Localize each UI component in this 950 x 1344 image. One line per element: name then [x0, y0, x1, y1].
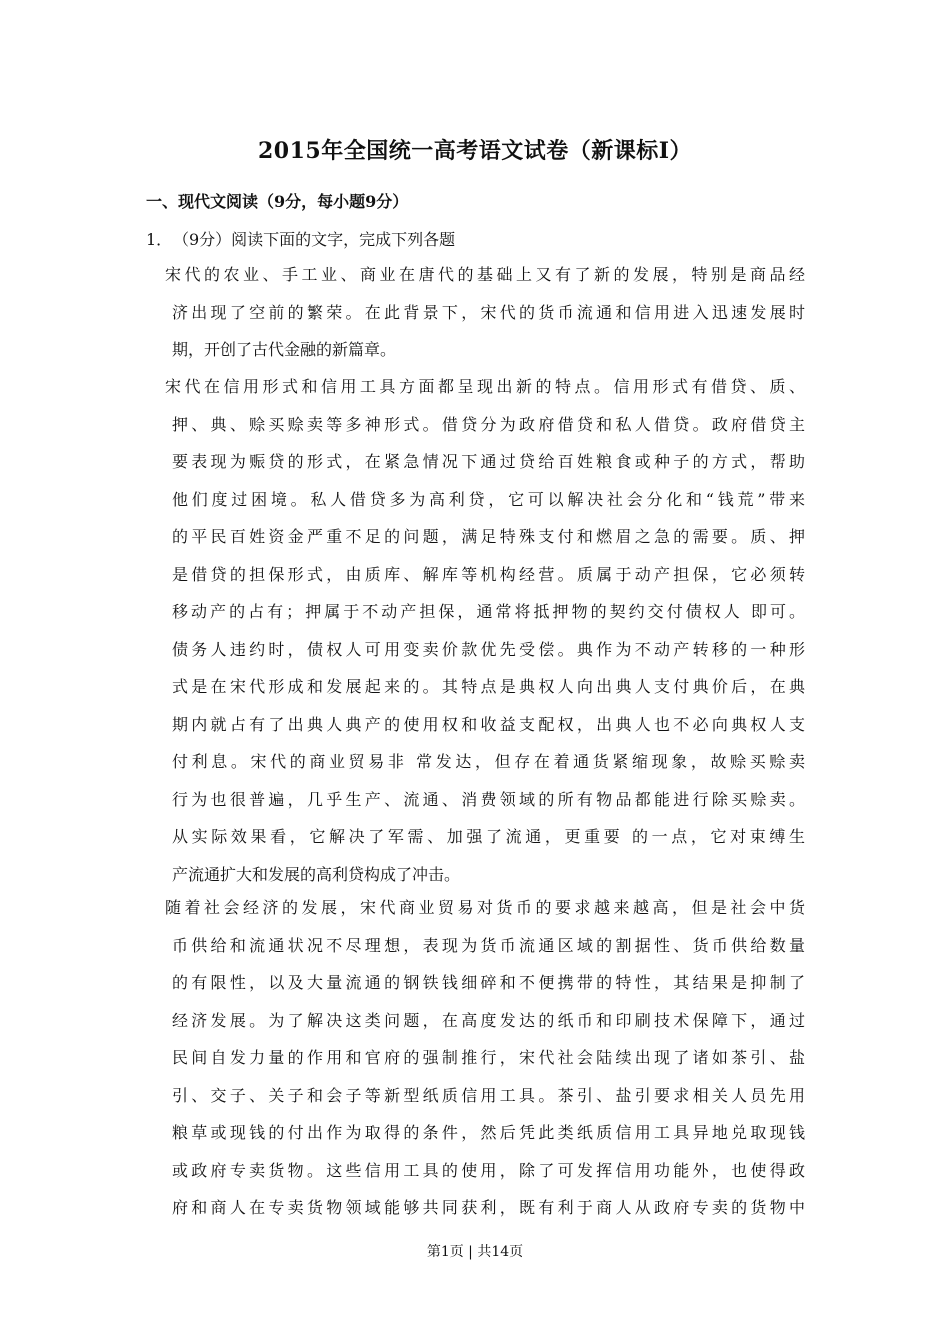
question-prompt: （9分）阅读下面的文字，完成下列各题	[173, 230, 456, 249]
page-footer: 第1页 | 共14页	[426, 1244, 524, 1260]
text-line: 式是在宋代形成和发展起来的。其特点是典权人向出典人支付典价后，在典	[172, 677, 805, 696]
text-line: 的有限性，以及大量流通的钢铁钱细碎和不便携带的特性，其结果是抑制了	[172, 973, 805, 992]
text-line: 宋代的农业、手工业、商业在唐代的基础上又有了新的发展，特别是商品经	[165, 265, 805, 284]
text-line: 期内就占有了出典人典产的使用权和收益支配权，出典人也不必向典权人支	[172, 714, 805, 734]
text-line: 经济发展。为了解决这类问题，在高度发达的纸币和印刷技术保障下，通过	[172, 1010, 805, 1030]
text-line: 他们度过困境。私人借贷多为高利贷，它可以解决社会分化和“钱荒”带来	[172, 489, 805, 509]
text-line: 债务人违约时，债权人可用变卖价款优先受偿。典作为不动产转移的一种形	[172, 639, 805, 659]
text-line: 济出现了空前的繁荣。在此背景下，宋代的货币流通和信用进入迅速发展时	[172, 302, 805, 322]
text-line: 行为也很普遍，几乎生产、流通、消费领域的所有物品都能进行除买赊卖。	[172, 789, 805, 809]
text-line: 粮草或现钱的付出作为取得的条件，然后凭此类纸质信用工具异地兑取现钱	[172, 1123, 805, 1142]
question-header	[146, 226, 455, 254]
question-number: 1．	[146, 230, 173, 249]
text-line: 付利息。宋代的商业贸易非 常发达，但存在着通货紧缩现象，故赊买赊卖	[172, 752, 805, 771]
text-line: 引、交子、关子和会子等新型纸质信用工具。茶引、盐引要求相关人员先用	[172, 1085, 805, 1105]
text-line: 币供给和流通状况不尽理想，表现为货币流通区域的割据性、货币供给数量	[172, 935, 805, 955]
passage-paragraph-1	[165, 256, 805, 369]
text-line: 随着社会经济的发展，宋代商业贸易对货币的要求越来越高，但是社会中货	[165, 898, 805, 917]
text-line: 府和商人在专卖货物领域能够共同获利，既有利于商人从政府专卖的货物中	[172, 1198, 805, 1217]
text-line: 是借贷的担保形式，由质库、解库等机构经营。质属于动产担保，它必须转	[172, 564, 805, 584]
text-line: 要表现为赈贷的形式，在紧急情况下通过贷给百姓粮食或种子的方式，帮助	[172, 452, 805, 471]
text-line: 产流通扩大和发展的高利贷构成了冲击。	[172, 864, 461, 884]
text-line: 期，开创了古代金融的新篇章。	[172, 340, 397, 359]
text-line: 押、典、赊买赊卖等多神形式。借贷分为政府借贷和私人借贷。政府借贷主	[172, 414, 805, 434]
text-line: 的平民百姓资金严重不足的问题，满足特殊支付和燃眉之急的需要。质、押	[172, 527, 805, 546]
section-heading: 一、现代文阅读（9分，每小题9分）	[146, 192, 409, 211]
passage-paragraph-3	[165, 889, 805, 1227]
exam-title: 2015年全国统一高考语文试卷（新课标Ⅰ）	[257, 138, 693, 164]
text-line: 宋代在信用形式和信用工具方面都呈现出新的特点。信用形式有借贷、质、	[165, 377, 805, 396]
text-line: 从实际效果看，它解决了军需、加强了流通，更重要 的一点，它对束缚生	[172, 827, 805, 846]
text-line: 移动产的占有；押属于不动产担保，通常将抵押物的契约交付债权人 即可。	[172, 602, 805, 621]
text-line: 或政府专卖货物。这些信用工具的使用，除了可发挥信用功能外，也使得政	[172, 1160, 805, 1180]
passage-paragraph-2	[165, 368, 805, 893]
text-line: 民间自发力量的作用和官府的强制推行，宋代社会陆续出现了诸如茶引、盐	[172, 1048, 805, 1067]
